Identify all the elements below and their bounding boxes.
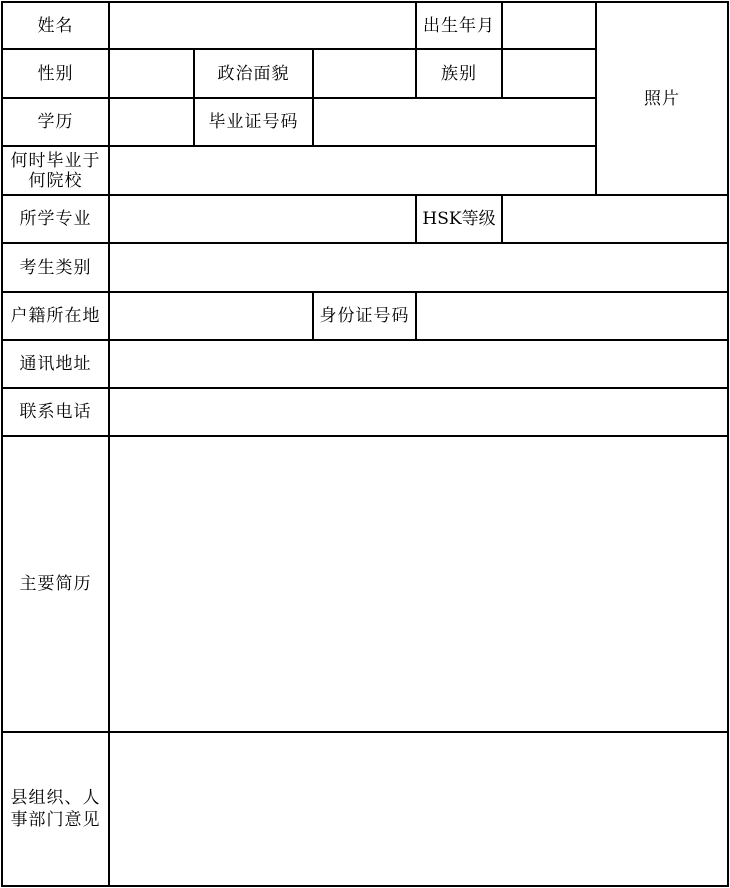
diploma-number-field[interactable]: [314, 99, 595, 145]
political-label: 政治面貌: [217, 63, 290, 84]
resume-label: 主要简历: [19, 574, 92, 594]
id-number-field[interactable]: [417, 293, 727, 339]
education-label: 学历: [37, 112, 74, 132]
photo-label: 照片: [644, 88, 680, 109]
phone-field[interactable]: [110, 389, 727, 435]
major-field[interactable]: [110, 196, 415, 242]
gender-field[interactable]: [110, 50, 193, 97]
resume-field[interactable]: [110, 437, 727, 731]
hsk-level-label: HSK等级: [422, 209, 496, 229]
ethnicity-label: 族别: [441, 63, 477, 84]
address-field[interactable]: [110, 341, 727, 387]
candidate-type-label: 考生类别: [19, 257, 92, 278]
border-bottom: [1, 885, 729, 887]
candidate-type-field[interactable]: [110, 244, 727, 291]
diploma-number-label: 毕业证号码: [208, 112, 299, 132]
graduated-from-field[interactable]: [110, 147, 595, 194]
graduated-from-label: 何时毕业于 何院校: [10, 150, 101, 191]
major-label: 所学专业: [19, 209, 92, 229]
name-label: 姓名: [37, 15, 74, 36]
political-field[interactable]: [314, 50, 415, 97]
id-number-label: 身份证号码: [319, 306, 410, 326]
gender-label: 性别: [37, 63, 74, 84]
household-field[interactable]: [110, 293, 312, 339]
name-field[interactable]: [110, 3, 415, 48]
birth-label: 出生年月: [423, 15, 495, 36]
education-field[interactable]: [110, 99, 193, 145]
opinion-label: 县组织、人 事部门意见: [10, 788, 101, 830]
hsk-level-field[interactable]: [503, 196, 727, 242]
address-label: 通讯地址: [19, 354, 92, 374]
ethnicity-field[interactable]: [503, 50, 595, 97]
phone-label: 联系电话: [19, 402, 92, 422]
opinion-field[interactable]: [110, 733, 727, 885]
border-right: [727, 1, 729, 887]
birth-field[interactable]: [503, 3, 595, 48]
household-label: 户籍所在地: [10, 306, 101, 326]
